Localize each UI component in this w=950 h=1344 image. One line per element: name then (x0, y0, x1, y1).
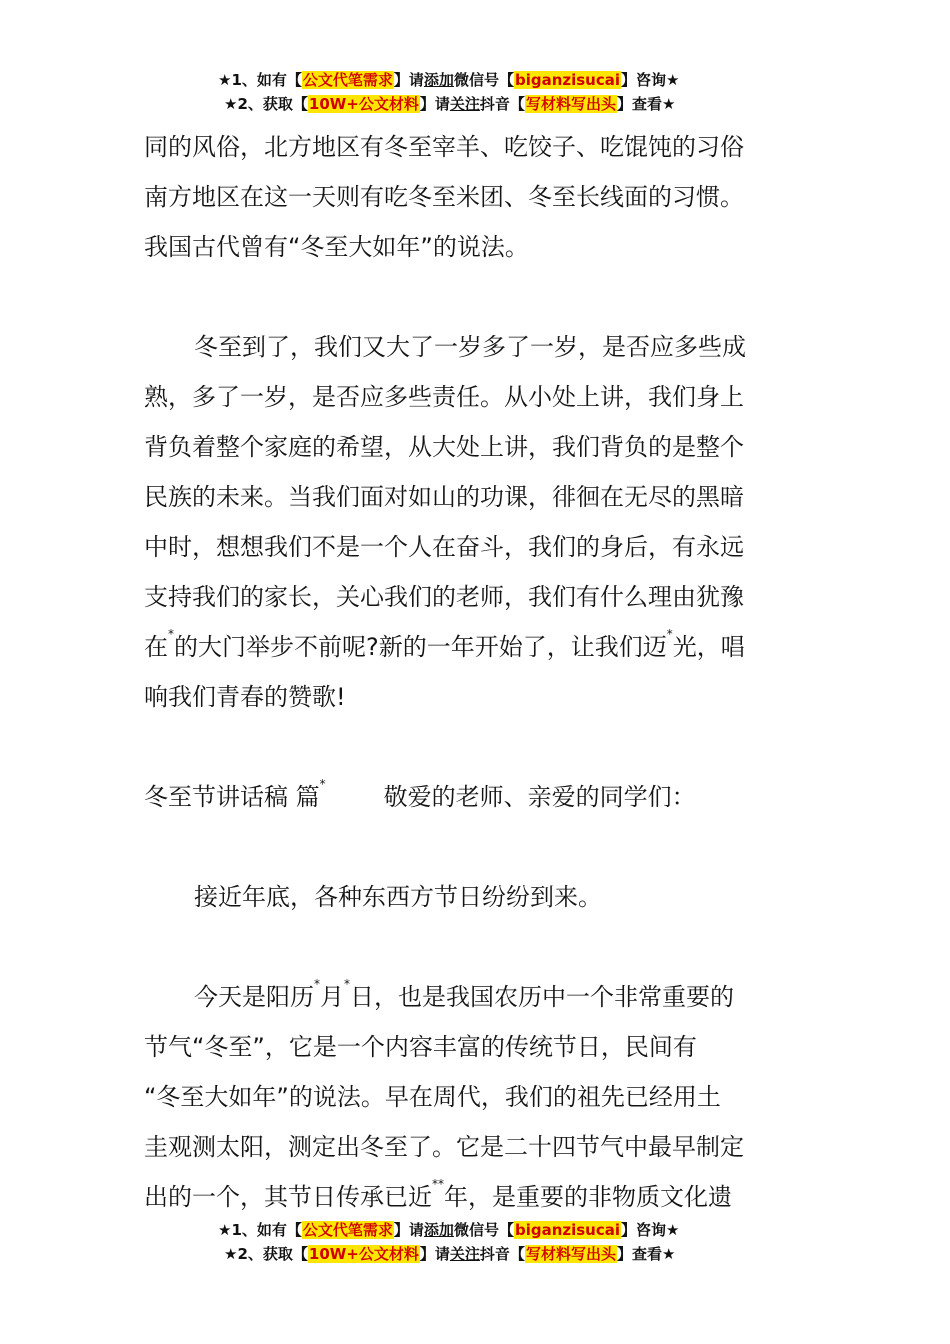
paragraph-line: 同的风俗，北方地区有冬至宰羊、吃饺子、吃馄饨的习俗 (144, 133, 744, 161)
text-run: 年，是重要的非物质文化遗 (444, 1183, 732, 1211)
paragraph-line: 熟，多了一岁，是否应多些责任。从小处上讲，我们身上 (144, 383, 744, 411)
blank-line (144, 272, 814, 322)
banner-text: 】请 (393, 71, 424, 89)
banner-text: 】请 (419, 1245, 450, 1263)
footer-banner (0, 1218, 950, 1266)
banner-text: 】咨询★ (621, 71, 680, 89)
redaction-mark: * (314, 977, 320, 991)
banner-underline: 关注 (449, 95, 480, 113)
banner-douyin-id: 写材料写出头 (525, 95, 616, 113)
banner-text: 抖音【 (479, 1245, 525, 1263)
paragraph-line: 背负着整个家庭的希望，从大处上讲，我们背负的是整个 (144, 433, 744, 461)
banner-text: 】请 (419, 95, 450, 113)
banner-text: 】请 (393, 1221, 424, 1239)
paragraph-line: 圭观测太阳，测定出冬至了。它是二十四节气中最早制定 (144, 1133, 744, 1161)
banner-text: ★2、获取【 (224, 95, 308, 113)
section-heading (144, 772, 814, 822)
banner-line-1 (0, 1218, 950, 1242)
text-run: 出的一个，其节日传承已近 (144, 1183, 432, 1211)
text-run: 日，也是我国农历中一个非常重要的 (350, 983, 734, 1011)
blank-line (144, 822, 814, 872)
paragraph-line: 冬至到了，我们又大了一岁多了一岁，是否应多些成 (194, 333, 746, 361)
redaction-mark: * (319, 777, 326, 791)
banner-highlight: 10W+公文材料 (308, 95, 419, 113)
banner-text: ★1、如有【 (218, 1221, 302, 1239)
paragraph-line: 中时，想想我们不是一个人在奋斗，我们的身后，有永远 (144, 533, 744, 561)
banner-text: ★1、如有【 (218, 71, 302, 89)
blank-line (144, 722, 814, 772)
paragraph-line: 民族的未来。当我们面对如山的功课，徘徊在无尽的黑暗 (144, 483, 744, 511)
redaction-mark: * (344, 977, 350, 991)
text-run: 的大门举步不前呢?新的一年开始了，让我们迈 (174, 633, 667, 661)
banner-highlight: 公文代笔需求 (302, 71, 393, 89)
banner-text: 】查看★ (616, 95, 676, 113)
paragraph-line: 响我们青春的赞歌! (144, 683, 346, 711)
banner-line-2 (0, 92, 950, 116)
banner-text: 微信号【 (453, 1221, 514, 1239)
redaction-mark: * (168, 627, 174, 641)
header-banner (0, 68, 950, 116)
banner-line-1 (0, 68, 950, 92)
banner-highlight: 10W+公文材料 (308, 1245, 419, 1263)
banner-underline: 关注 (449, 1245, 480, 1263)
banner-underline: 添加 (423, 1221, 454, 1239)
paragraph-line: 节气“冬至”，它是一个内容丰富的传统节日，民间有 (144, 1033, 697, 1061)
paragraph-line: 支持我们的家长，关心我们的老师，我们有什么理由犹豫 (144, 583, 744, 611)
text-run: 月 (320, 983, 344, 1011)
banner-text: 】查看★ (616, 1245, 676, 1263)
paragraph-line: “冬至大如年”的说法。早在周代，我们的祖先已经用土 (144, 1083, 721, 1111)
redaction-mark: * (666, 627, 673, 641)
text-run: 今天是阳历 (194, 983, 314, 1011)
banner-text: 抖音【 (479, 95, 525, 113)
blank-line (144, 922, 814, 972)
banner-text: 】咨询★ (621, 1221, 680, 1239)
banner-line-2 (0, 1242, 950, 1266)
text-run: 光，唱 (672, 633, 745, 661)
banner-highlight: 公文代笔需求 (302, 1221, 393, 1239)
banner-text: ★2、获取【 (224, 1245, 308, 1263)
paragraph-line (144, 622, 814, 672)
heading-title: 冬至节讲话稿 篇 (144, 783, 320, 811)
banner-douyin-id: 写材料写出头 (525, 1245, 616, 1263)
text-run: 在 (144, 633, 168, 661)
banner-wechat-id: biganzisucai (514, 1221, 621, 1239)
banner-wechat-id: biganzisucai (514, 71, 621, 89)
redaction-mark: ** (432, 1177, 444, 1191)
banner-underline: 添加 (423, 71, 454, 89)
paragraph-line (144, 1172, 814, 1222)
paragraph-line: 接近年底，各种东西方节日纷纷到来。 (194, 883, 602, 911)
banner-text: 微信号【 (453, 71, 514, 89)
paragraph-line (144, 972, 814, 1022)
paragraph-line: 南方地区在这一天则有吃冬至米团、冬至长线面的习惯。 (144, 183, 744, 211)
greeting: 敬爱的老师、亲爱的同学们： (383, 783, 696, 811)
paragraph-line: 我国古代曾有“冬至大如年”的说法。 (144, 233, 529, 261)
document-body (144, 122, 814, 1222)
